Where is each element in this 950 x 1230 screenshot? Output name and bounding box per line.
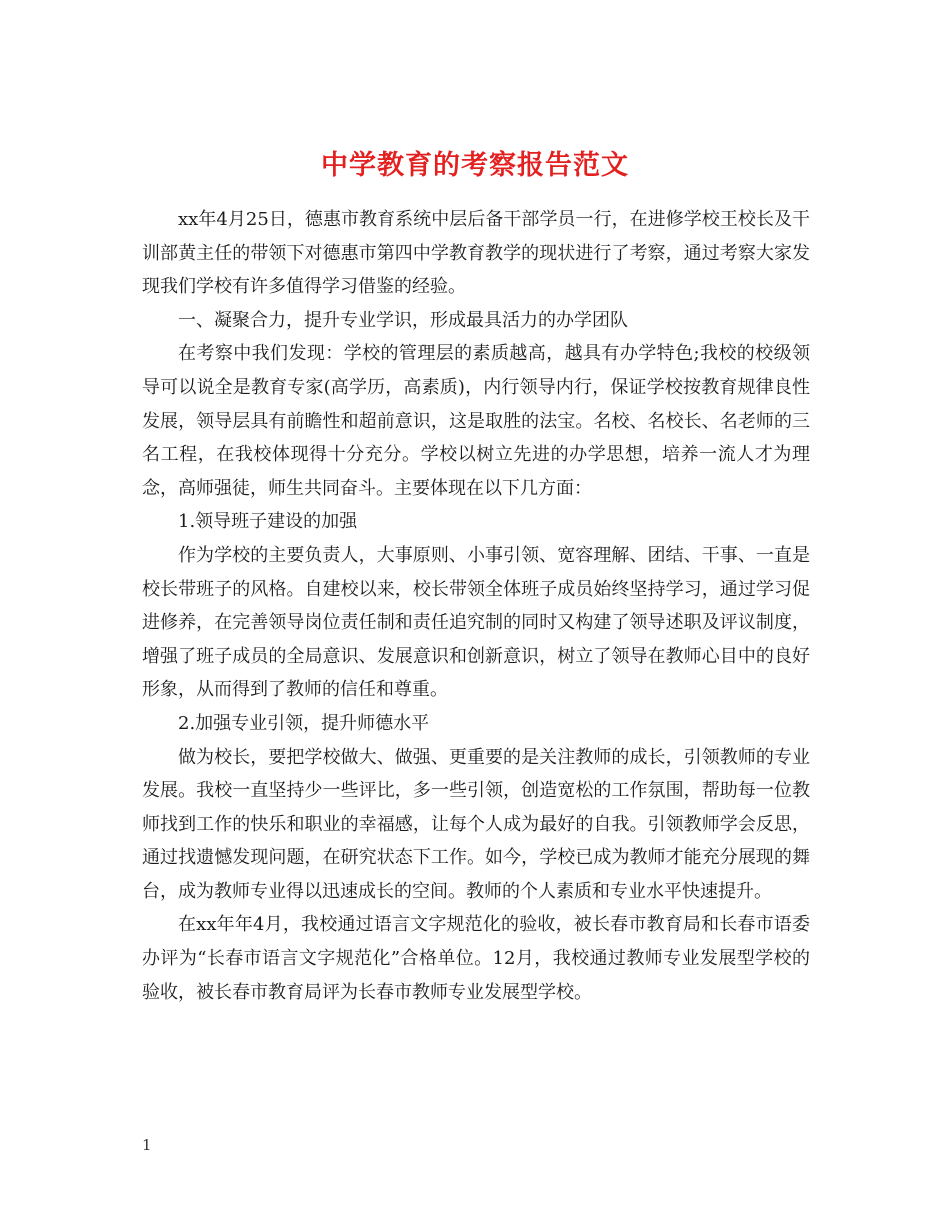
subheading-leadership: 1.领导班子建设的加强	[178, 511, 358, 533]
page-number: 1	[142, 1136, 152, 1154]
paragraph-leadership: 作为学校的主要负责人，大事原则、小事引领、宽容理解、团结、干事、一直是校长带班子的风格。自建校以来，校长带领全体班子成员始终坚持学习，通过学习促进修养，在完善领导岗位责任制和责任追究制的同时又构建了领导述职及评议制度，增强了班子成员的全局意识、发展意识和创新意识，树立了领导在教师心目中的良好形象，从而得到了教师的信任和尊重。	[142, 544, 810, 701]
document-body	[142, 203, 810, 1009]
paragraph-findings: 在考察中我们发现：学校的管理层的素质越高，越具有办学特色;我校的校级领导可以说全是教育专家(高学历，高素质)，内行领导内行，保证学校按教育规律良性发展，领导层具有前瞻性和超前意识，这是取胜的法宝。名校、名校长、名老师的三名工程，在我校体现得十分充分。学校以树立先进的办学思想，培养一流人才为理念，高师强徒，师生共同奋斗。主要体现在以下几方面：	[142, 343, 810, 499]
paragraph-professional: 做为校长，要把学校做大、做强、更重要的是关注教师的成长，引领教师的专业发展。我校一直坚持少一些评比，多一些引领，创造宽松的工作氛围，帮助每一位教师找到工作的快乐和职业的幸福感，让每个人成为最好的自我。引领教师学会反思，通过找遗憾发现问题，在研究状态下工作。如今，学校已成为教师才能充分展现的舞台，成为教师专业得以迅速成长的空间。教师的个人素质和专业水平快速提升。	[142, 746, 810, 902]
paragraph-intro: xx年4月25日，德惠市教育系统中层后备干部学员一行，在进修学校王校长及干训部黄主任的带领下对德惠市第四中学教育教学的现状进行了考察，通过考察大家发现我们学校有许多值得学习借鉴的经验。	[142, 209, 810, 298]
document-title: 中学教育的考察报告范文	[321, 150, 629, 182]
paragraph-awards: 在xx年年4月，我校通过语言文字规范化的验收，被长春市教育局和长春市语委办评为“长春市语言文字规范化”合格单位。12月，我校通过教师专业发展型学校的验收，被长春市教育局评为长春市教师专业发展型学校。	[142, 914, 810, 1003]
section-heading-1: 一、凝聚合力，提升专业学识，形成最具活力的办学团队	[178, 309, 628, 331]
subheading-professional: 2.加强专业引领，提升师德水平	[178, 712, 430, 734]
